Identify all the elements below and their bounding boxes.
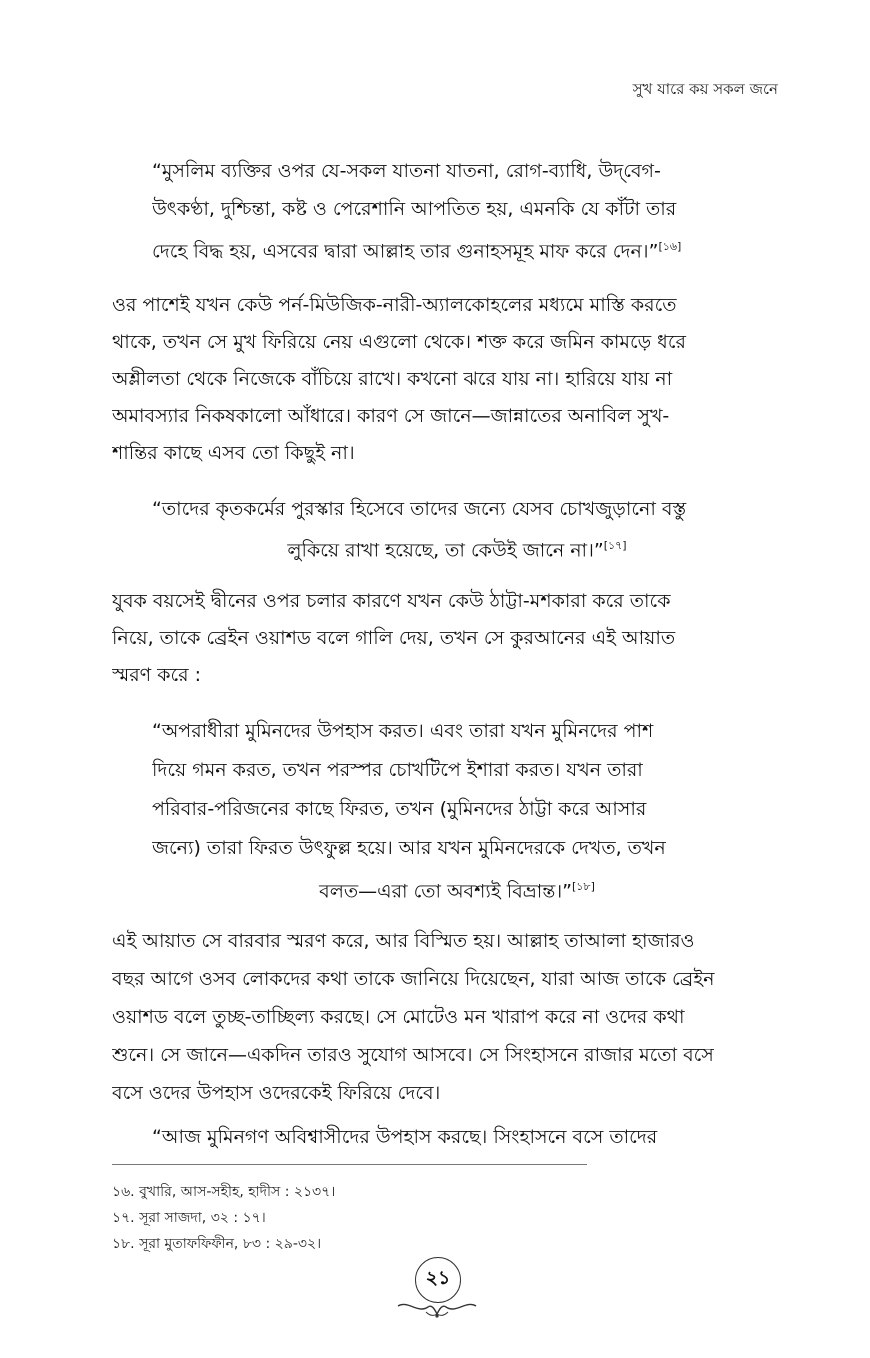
- quote-line: [152, 234, 762, 264]
- quote-text: দেহে বিদ্ধ হয়, এসবের দ্বারা আল্লাহ তার গুনাহসমূহ মাফ করে দেন।”: [152, 240, 659, 263]
- quote-line: জন্যে) তারা ফিরত উৎফুল্ল হয়ে। আর যখন মুমিনদেরকে দেখত, তখন: [152, 837, 666, 859]
- paragraph-line: বছর আগে ওসব লোকদের কথা তাকে জানিয়ে দিয়েছেন, যারা আজ তাকে ব্রেইন: [112, 968, 715, 990]
- paragraph-line: শুনে। সে জানে—একদিন তারও সুযোগ আসবে। সে সিংহাসনে রাজার মতো বসে: [112, 1044, 714, 1066]
- footnote-divider: [112, 1164, 587, 1165]
- paragraph-line: শান্তির কাছে এসব তো কিছুই না।: [112, 442, 355, 464]
- footnote-16: ১৬. বুখারি, আস-সহীহ, হাদীস : ২১৩৭।: [112, 1184, 336, 1200]
- quote-line: “আজ মুমিনগণ অবিশ্বাসীদের উপহাস করছে। সিংহাসনে বসে তাদের: [152, 1126, 658, 1148]
- quote-line: [152, 874, 762, 904]
- footnote-17: ১৭. সূরা সাজদা, ৩২ : ১৭।: [112, 1210, 266, 1226]
- paragraph-line: স্মরণ করে :: [112, 664, 202, 686]
- quote-line: “তাদের কৃতকর্মের পুরস্কার হিসেবে তাদের জন্যে যেসব চোখজুড়ানো বস্তু: [152, 498, 687, 520]
- page-number-text: ২১: [425, 1267, 451, 1289]
- paragraph-line: এই আয়াত সে বারবার স্মরণ করে, আর বিস্মিত হয়। আল্লাহ তাআলা হাজারও: [112, 930, 695, 952]
- quote-line: উৎকণ্ঠা, দুশ্চিন্তা, কষ্ট ও পেরেশানি আপতিত হয়, এমনকি যে কাঁটা তার: [152, 198, 677, 220]
- footnote-ref-17[interactable]: [১৭]: [603, 539, 627, 552]
- ornament-flourish-icon: [396, 1298, 478, 1320]
- paragraph-line: অমাবস্যার নিকষকালো আঁধারে। কারণ সে জানে—জান্নাতের অনাবিল সুখ-: [112, 405, 670, 427]
- quote-line: দিয়ে গমন করত, তখন পরস্পর চোখটিপে ইশারা করত। যখন তারা: [152, 759, 643, 781]
- quote-line: [152, 533, 762, 563]
- paragraph-line: ওয়াশড বলে তুচ্ছ-তাচ্ছিল্য করছে। সে মোটেও মন খারাপ করে না ওদের কথা: [112, 1006, 685, 1028]
- paragraph-line: অশ্লীলতা থেকে নিজেকে বাঁচিয়ে রাখে। কখনো ঝরে যায় না। হারিয়ে যায় না: [112, 368, 673, 390]
- quote-line: পরিবার-পরিজনের কাছে ফিরত, তখন (মুমিনদের ঠাট্টা করে আসার: [152, 798, 647, 820]
- footnote-ref-18[interactable]: [১৮]: [572, 880, 595, 893]
- paragraph-line: থাকে, তখন সে মুখ ফিরিয়ে নেয় এগুলো থেকে। শক্ত করে জমিন কামড়ে ধরে: [112, 331, 686, 353]
- paragraph-line: যুবক বয়সেই দ্বীনের ওপর চলার কারণে যখন কেউ ঠাট্টা-মশকারা করে তাকে: [112, 590, 671, 612]
- running-head: সুখ যারে কয় সকল জনে: [632, 80, 778, 98]
- quote-line: “মুসলিম ব্যক্তির ওপর যে-সকল যাতনা যাতনা, রোগ-ব্যাধি, উদ্‌বেগ-: [152, 160, 661, 182]
- paragraph-line: বসে ওদের উপহাস ওদেরকেই ফিরিয়ে দেবে।: [112, 1082, 441, 1104]
- quote-text: বলত—এরা তো অবশ্যই বিভ্রান্ত।”: [319, 880, 572, 903]
- footnote-ref-16[interactable]: [১৬]: [658, 240, 682, 253]
- footnote-18: ১৮. সূরা মুতাফফিফীন, ৮৩ : ২৯-৩২।: [112, 1236, 322, 1252]
- page-number: [415, 1257, 461, 1303]
- quote-text: লুকিয়ে রাখা হয়েছে, তা কেউই জানে না।”: [287, 539, 604, 562]
- quote-line: “অপরাধীরা মুমিনদের উপহাস করত। এবং তারা যখন মুমিনদের পাশ: [152, 720, 654, 742]
- paragraph-line: ওর পাশেই যখন কেউ পর্ন-মিউজিক-নারী-অ্যালকোহলের মধ্যমে মাস্তি করতে: [112, 294, 677, 316]
- paragraph-line: নিয়ে, তাকে ব্রেইন ওয়াশড বলে গালি দেয়, তখন সে কুরআনের এই আয়াত: [112, 627, 676, 649]
